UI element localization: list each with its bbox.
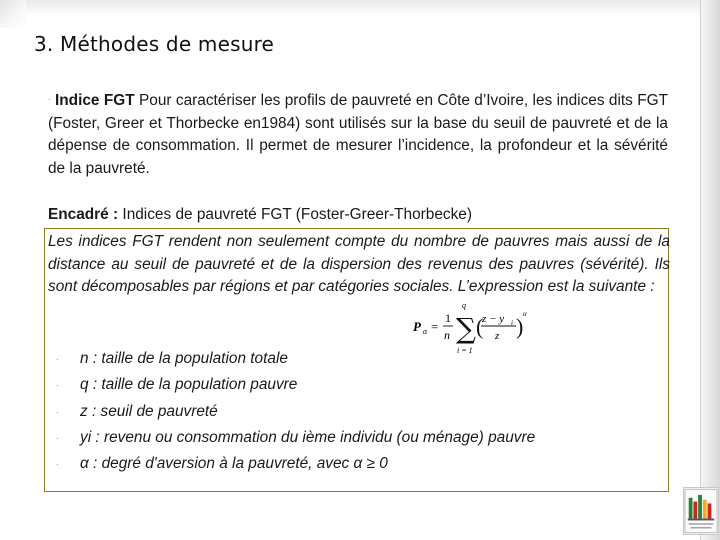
bullet-icon: · [56, 354, 59, 364]
intro-heading: Indice FGT [55, 92, 135, 109]
formula-inner-num-sub: i [511, 319, 513, 327]
encadre-heading [48, 206, 472, 224]
slide-corner-decoration [0, 0, 26, 28]
formula-lhs-sub: α [423, 327, 428, 336]
bullet-icon: · [48, 94, 51, 104]
formula-inner-num: z − y [482, 313, 505, 325]
encadre-paragraph: Les indices FGT rendent non seulement compte du nombre de pauvres mais aussi de la distance au seuil de pauvreté et de la dispersion des revenus des pauvres (sévérité). Ils sont décomposables par régions et par catégories sociales. L’expression est la suivante : [48, 233, 670, 295]
bullet-icon: · [56, 406, 59, 417]
list-item [56, 425, 535, 451]
slide-top-shadow [0, 0, 700, 16]
intro-text: Pour caractériser les profils de pauvreté en Côte d’Ivoire, les indices dits FGT (Foster, Greer et Thorbecke en1984) sont utilisés sur la base du seuil de pauvreté et de la dépense de consommation. Il permet de mesurer l’incidence, la profondeur et la sévérité de la pauvreté. [48, 92, 668, 177]
formula-equals: = [431, 319, 439, 334]
definition-text: n : taille de la population totale [80, 350, 288, 367]
list-item [56, 372, 535, 398]
formula-sum-top: q [462, 301, 466, 310]
formula-rparen: ) [516, 314, 524, 339]
slide-right-edge [700, 0, 720, 540]
intro-paragraph [48, 88, 668, 180]
bullet-icon: · [56, 459, 59, 470]
bullet-icon: · [56, 380, 59, 391]
encadre-label: Encadré : [48, 206, 119, 223]
list-item [56, 399, 535, 425]
definition-text: yi : revenu ou consommation du ième individu (ou ménage) pauvre [80, 428, 536, 446]
formula-frac-num: 1 [445, 311, 451, 325]
list-item [56, 346, 535, 372]
formula-lparen: ( [476, 314, 484, 339]
definitions-list [56, 346, 535, 477]
institution-logo-icon [683, 487, 719, 535]
formula-inner-den: z [495, 330, 500, 342]
formula-frac-den: n [444, 328, 450, 342]
definition-text: q : taille de la population pauvre [80, 376, 298, 394]
definition-text: z : seuil de pauvreté [80, 402, 218, 420]
formula-sum-bottom: i = 1 [457, 346, 473, 355]
formula-lhs: P [413, 319, 421, 334]
formula-exponent: α [523, 310, 527, 318]
formula-sigma: ∑ [456, 312, 476, 345]
list-item [56, 451, 535, 477]
bullet-icon: · [56, 432, 59, 443]
encadre-title-text: Indices de pauvreté FGT (Foster-Greer-Thorbecke) [118, 206, 472, 223]
slide-title: 3. Méthodes de mesure [34, 32, 275, 56]
definition-text: α : degré d'aversion à la pauvreté, avec α ≥ 0 [80, 455, 388, 473]
